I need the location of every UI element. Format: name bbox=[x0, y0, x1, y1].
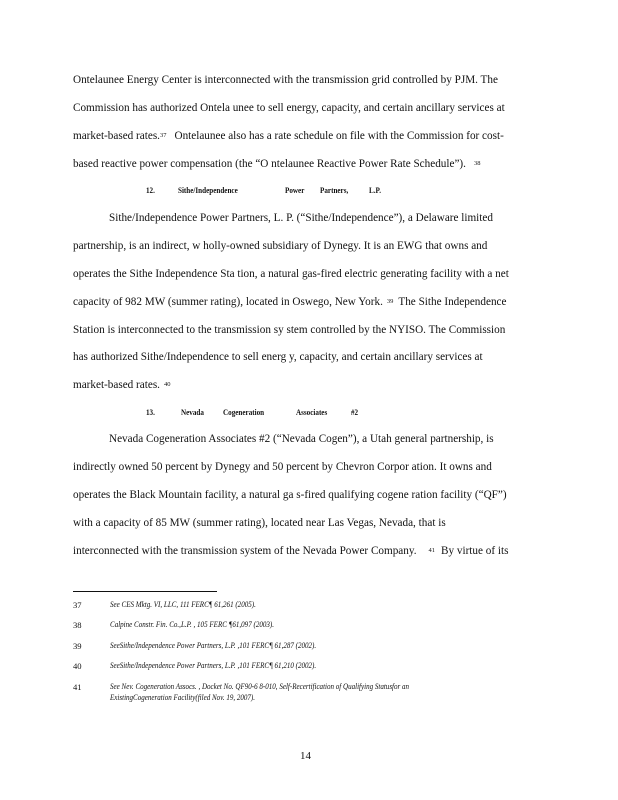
body-line: Station is interconnected to the transmission sy stem controlled by the NYISO. The Commission bbox=[73, 324, 506, 336]
section-heading-text: Partners, bbox=[320, 186, 349, 195]
footnote-text: ExistingCogeneration Facility(filed Nov. 19, 2007). bbox=[110, 693, 256, 702]
footnote-ref: 41 bbox=[428, 547, 436, 554]
body-line bbox=[73, 378, 541, 392]
footnote-ref: 37 bbox=[159, 132, 167, 139]
page-number: 14 bbox=[300, 750, 311, 762]
body-line: operates the Black Mountain facility, a natural ga s-fired qualifying cogene ration facility (“QF”) bbox=[73, 489, 507, 501]
section-heading-text: #2 bbox=[351, 408, 359, 417]
body-line: Ontelaunee Energy Center is interconnected with the transmission grid controlled by PJM. The bbox=[73, 74, 498, 86]
footnote-text: See CES Mktg. VI, LLC, 111 FERC¶ 61,261 (2005). bbox=[110, 600, 256, 609]
body-line bbox=[73, 544, 541, 558]
body-text: By virtue of its bbox=[441, 545, 509, 557]
footnote-text: SeeSithe/Independence Power Partners, L.P. ,101 FERC¶ 61,210 (2002). bbox=[110, 661, 317, 670]
footnote-ref: 38 bbox=[473, 160, 481, 167]
body-line bbox=[73, 129, 541, 143]
body-line: with a capacity of 85 MW (summer rating), located near Las Vegas, Nevada, that is bbox=[73, 517, 446, 529]
footnote-text: Calpine Constr. Fin. Co.,L.P. , 105 FERC ¶61,097 (2003). bbox=[110, 620, 274, 629]
section-heading-text: Associates bbox=[296, 408, 328, 417]
footnote-text: See Nev. Cogeneration Assocs. , Docket No. QF90-6 8-010, Self-Recertification of Qualifying Statusfor an bbox=[110, 682, 410, 691]
footnote-text: SeeSithe/Independence Power Partners, L.P. ,101 FERC¶ 61,287 (2002). bbox=[110, 641, 317, 650]
body-line: indirectly owned 50 percent by Dynegy and 50 percent by Chevron Corpor ation. It owns and bbox=[73, 461, 492, 473]
body-line: has authorized Sithe/Independence to sell energ y, capacity, and certain ancillary services at bbox=[73, 351, 483, 363]
body-line bbox=[73, 295, 541, 309]
footnote-separator bbox=[73, 591, 217, 592]
body-line: Nevada Cogeneration Associates #2 (“Nevada Cogen”), a Utah general partnership, is bbox=[109, 433, 494, 445]
body-text: based reactive power compensation (the “O ntelaunee Reactive Power Rate Schedule”). bbox=[73, 158, 466, 170]
body-text: market-based rates. bbox=[73, 130, 160, 142]
body-line: Sithe/Independence Power Partners, L. P. (“Sithe/Independence”), a Delaware limited bbox=[109, 212, 493, 224]
body-text: The Sithe Independence bbox=[398, 296, 507, 308]
footnote-number: 37 bbox=[73, 600, 82, 610]
footnote-number: 39 bbox=[73, 641, 82, 651]
body-line: partnership, is an indirect, w holly-owned subsidiary of Dynegy. It is an EWG that owns and bbox=[73, 240, 488, 252]
section-heading-text: Sithe/Independence bbox=[178, 186, 238, 195]
body-line bbox=[73, 157, 541, 171]
section-heading-text: L.P. bbox=[369, 186, 382, 195]
body-line: operates the Sithe Independence Sta tion, a natural gas-fired electric generating facility with a net bbox=[73, 268, 509, 280]
body-text: capacity of 982 MW (summer rating), located in Oswego, New York. bbox=[73, 296, 383, 308]
section-heading-number: 12. bbox=[146, 186, 155, 195]
section-heading-number: 13. bbox=[146, 408, 155, 417]
footnote-ref: 39 bbox=[386, 298, 394, 305]
section-heading-text: Nevada bbox=[181, 408, 204, 417]
footnote-number: 40 bbox=[73, 661, 82, 671]
body-line: Commission has authorized Ontela unee to sell energy, capacity, and certain ancillary services at bbox=[73, 102, 505, 114]
body-text: interconnected with the transmission system of the Nevada Power Company. bbox=[73, 545, 417, 557]
footnote-ref: 40 bbox=[163, 381, 171, 388]
section-heading-text: Cogeneration bbox=[223, 408, 265, 417]
section-heading-text: Power bbox=[285, 186, 305, 195]
footnote-number: 38 bbox=[73, 620, 82, 630]
body-text: Ontelaunee also has a rate schedule on file with the Commission for cost- bbox=[174, 130, 504, 142]
footnote-number: 41 bbox=[73, 682, 82, 692]
body-text: market-based rates. bbox=[73, 379, 160, 391]
